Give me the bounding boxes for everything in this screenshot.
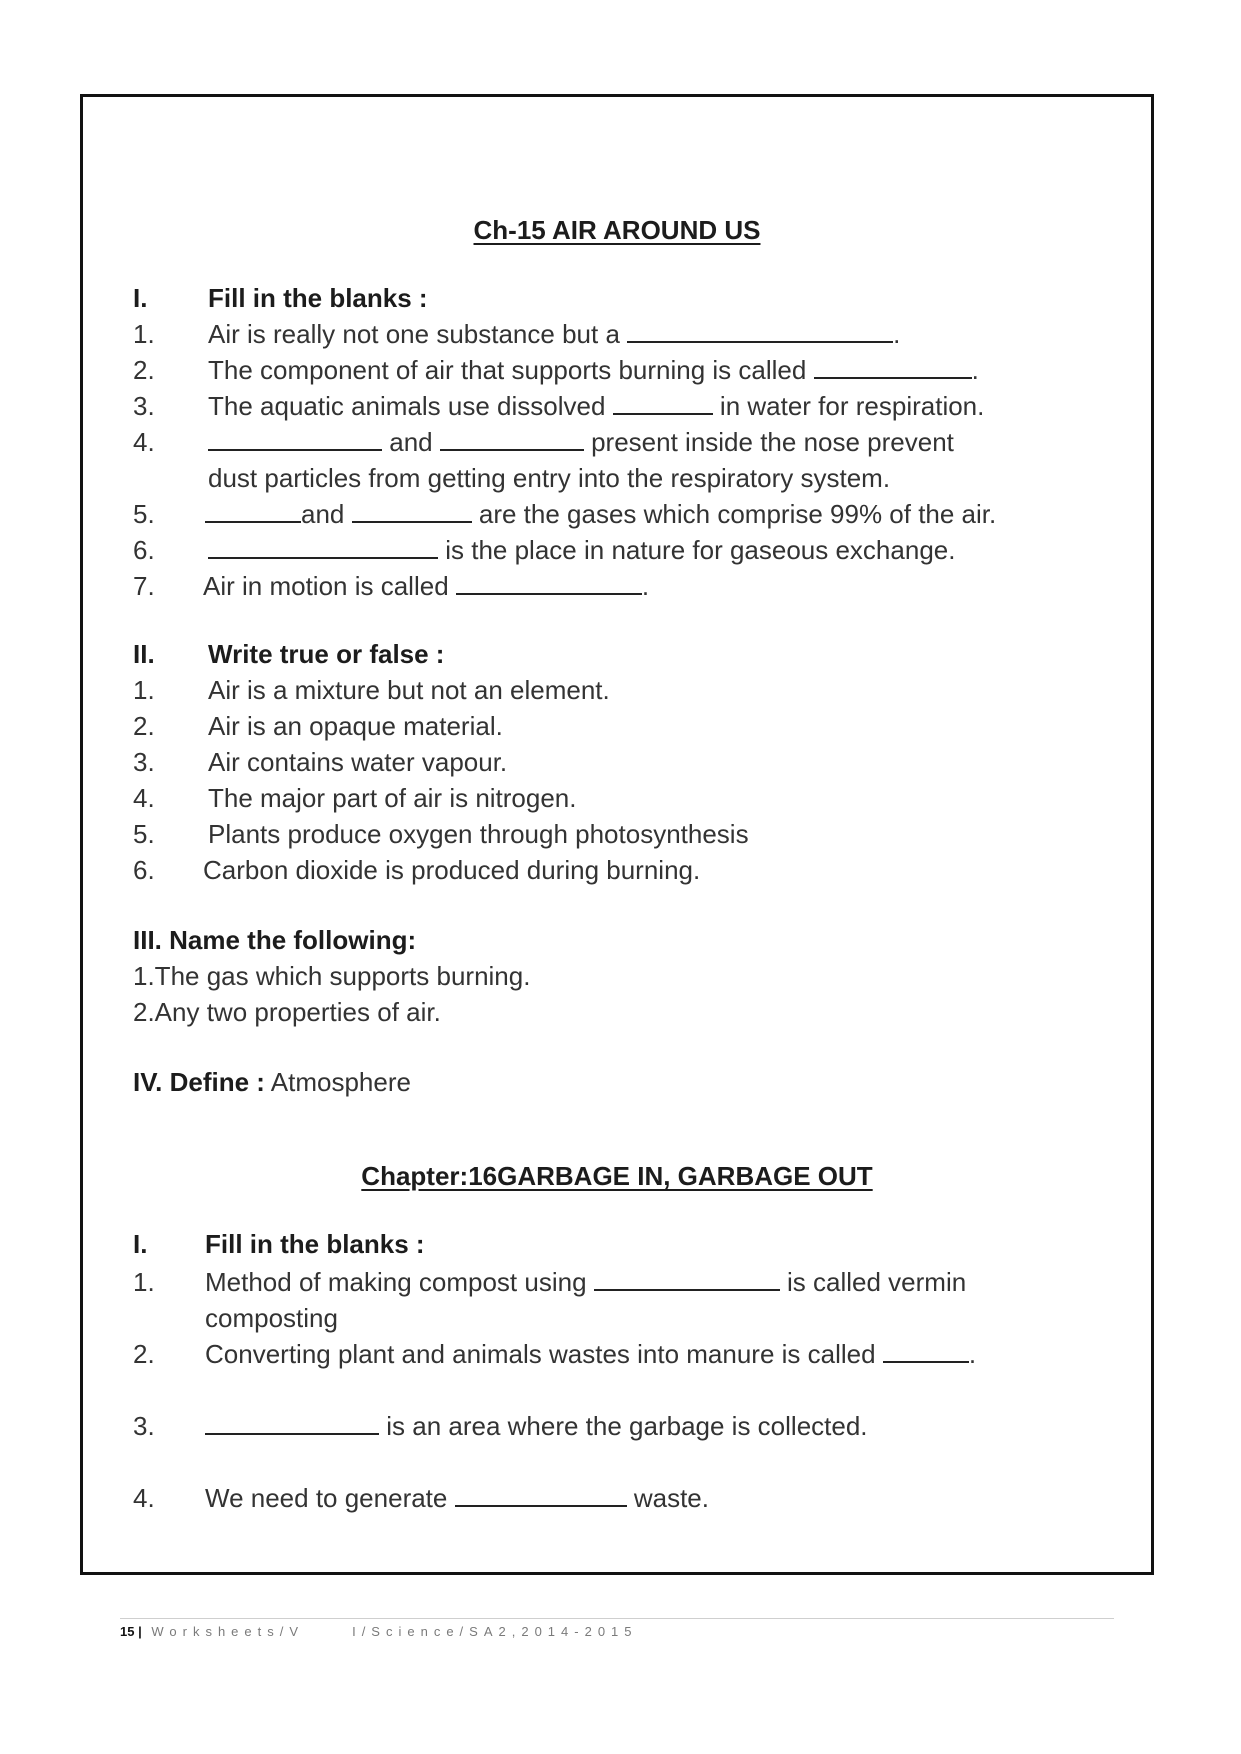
question-number: 1. [133,319,155,349]
question-number: 7. [133,571,155,601]
statement-text: Air is a mixture but not an element. [208,675,610,705]
question-number: 3. [133,391,155,421]
question-text-end: in water for respiration. [719,391,985,421]
answer-blank[interactable] [613,391,713,415]
footer-text: Worksheets/V I/Science/SA2,2014-2015 [151,1624,638,1639]
section-name-following-heading: III. Name the following: [133,925,417,955]
statement-number: 5. [133,819,155,849]
page-number: 15 | [120,1624,142,1639]
question-text: We need to generate [205,1483,448,1513]
statement-text: Plants produce oxygen through photosynthesis [208,819,749,849]
question-number: 2. [133,355,155,385]
question-text-end: . [968,1339,977,1369]
section-title: Write true or false : [208,639,445,669]
answer-blank[interactable] [352,499,472,523]
answer-blank[interactable] [208,535,438,559]
question-text: composting [205,1303,338,1333]
question-text-end: . [893,319,901,349]
question-text-end: . [971,355,979,385]
question-text: The aquatic animals use dissolved [208,391,606,421]
page-footer [120,1624,638,1639]
answer-blank[interactable] [440,427,584,451]
question-text: dust particles from getting entry into the respiratory system. [208,463,891,493]
question-text-end: waste. [633,1483,709,1513]
statement-text: Carbon dioxide is produced during burning. [203,855,701,885]
answer-blank[interactable] [456,571,642,595]
section-number: I. [133,1229,148,1259]
question-text: Air in motion is called [203,571,449,601]
worksheet-frame [80,94,1154,1575]
question-number: 6. [133,535,155,565]
section-title: Fill in the blanks : [205,1229,425,1259]
question-text: Converting plant and animals wastes into manure is called [205,1339,876,1369]
question-number: 4. [133,1483,155,1513]
answer-blank[interactable] [208,427,382,451]
footer-divider [120,1618,1114,1619]
question-text: Air is really not one substance but a [208,319,620,349]
statement-number: 2. [133,711,155,741]
statement-number: 3. [133,747,155,777]
define-term: Atmosphere [270,1067,411,1097]
question-number: 3. [133,1411,155,1441]
question-number: 5. [133,499,155,529]
name-item: 1.The gas which supports burning. [133,961,531,991]
question-number: 4. [133,427,155,457]
chapter-16-title: Chapter:16GARBAGE IN, GARBAGE OUT [361,1161,873,1191]
statement-number: 4. [133,783,155,813]
section-title: Fill in the blanks : [208,283,428,313]
statement-text: Air contains water vapour. [208,747,508,777]
answer-blank[interactable] [627,319,893,343]
section-number: I. [133,283,148,313]
question-text: is an area where the garbage is collected. [386,1411,868,1441]
statement-text: Air is an opaque material. [208,711,503,741]
question-text-end: are the gases which comprise 99% of the air. [478,499,997,529]
question-text: is the place in nature for gaseous exchange. [445,535,956,565]
statement-number: 6. [133,855,155,885]
question-text-end: present inside the nose prevent [591,427,954,457]
question-text: Method of making compost using [205,1267,587,1297]
question-number: 2. [133,1339,155,1369]
answer-blank[interactable] [883,1339,969,1363]
question-number: 1. [133,1267,155,1297]
statement-text: The major part of air is nitrogen. [208,783,577,813]
question-text: and [389,427,433,457]
answer-blank[interactable] [455,1483,627,1507]
define-label: IV. Define : [133,1067,265,1097]
define-row [133,1067,411,1098]
statement-number: 1. [133,675,155,705]
section-number: II. [133,639,155,669]
question-text-end: . [641,571,650,601]
question-text-end: is called vermin [787,1267,967,1297]
answer-blank[interactable] [205,1411,379,1435]
answer-blank[interactable] [205,499,301,523]
question-text: The component of air that supports burning is called [208,355,807,385]
question-text: and [301,499,345,529]
chapter-15-title: Ch-15 AIR AROUND US [473,215,761,245]
answer-blank[interactable] [594,1267,780,1291]
answer-blank[interactable] [814,355,972,379]
name-item: 2.Any two properties of air. [133,997,441,1027]
